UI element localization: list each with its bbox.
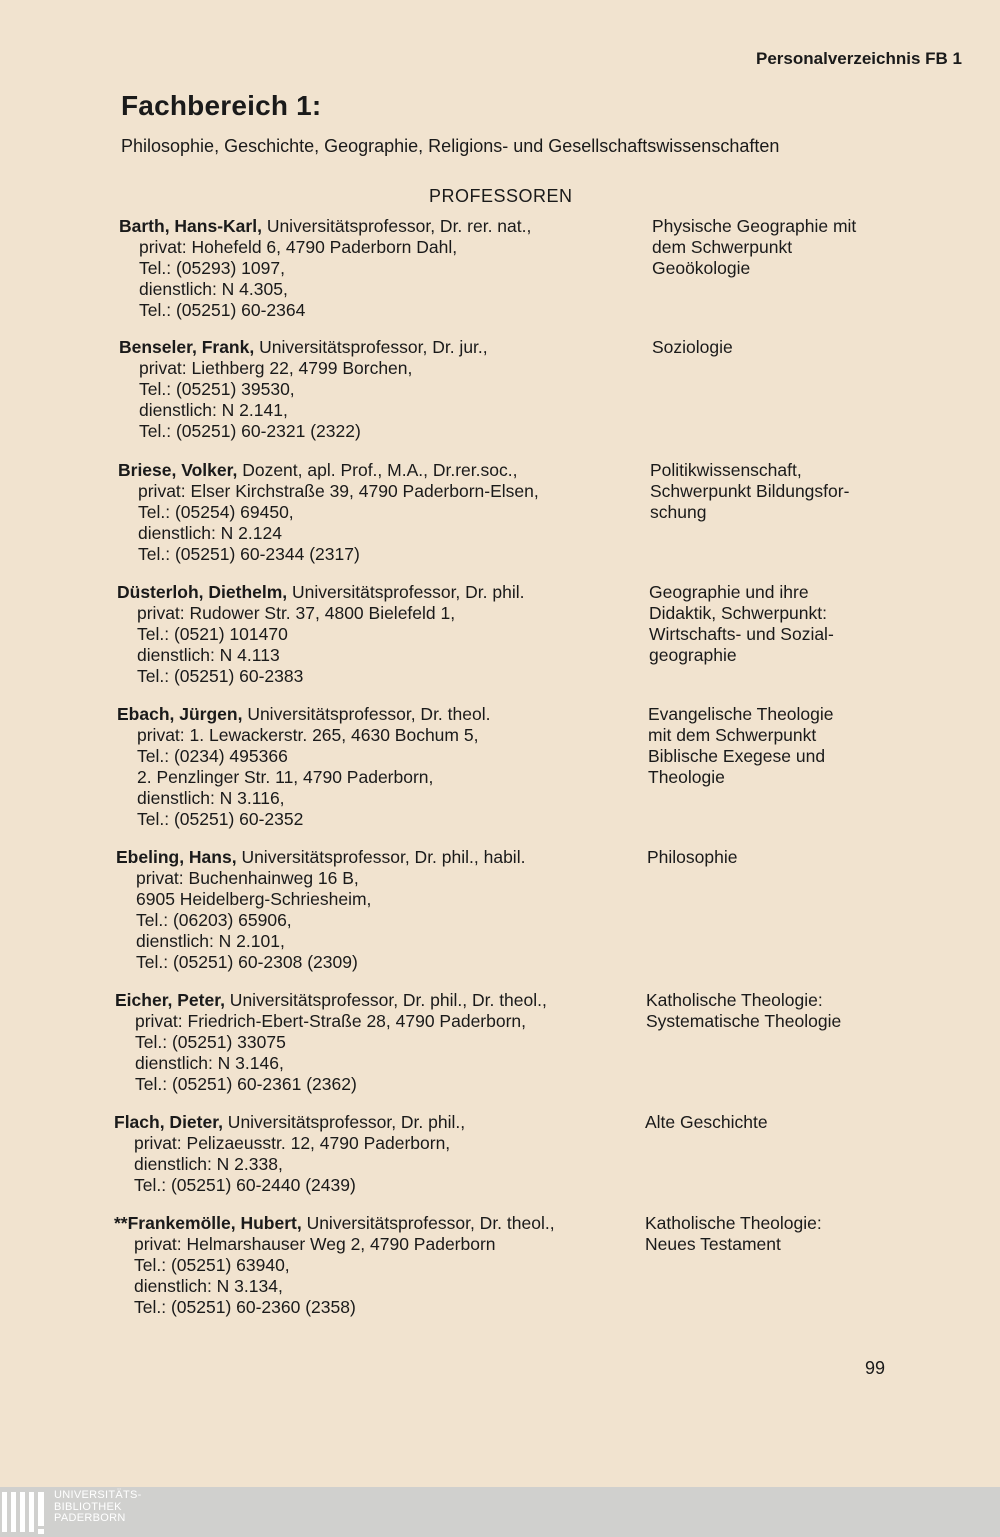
- subject-field-line: Systematische Theologie: [646, 1011, 842, 1031]
- contact-line: privat: Rudower Str. 37, 4800 Bielefeld 1,: [137, 603, 456, 623]
- subject-field-line: Politikwissenschaft,: [650, 460, 802, 480]
- contact-line: Tel.: (05251) 60-2364: [139, 300, 306, 320]
- contact-line: Tel.: (05251) 60-2360 (2358): [134, 1297, 356, 1317]
- person-title: Universitätsprofessor, Dr. phil.: [287, 582, 525, 602]
- person-name: Ebeling, Hans,: [116, 847, 237, 867]
- subject-field: [650, 460, 910, 523]
- page-number: 99: [864, 1358, 885, 1378]
- person-name: Benseler, Frank,: [119, 337, 255, 357]
- subject-field-line: mit dem Schwerpunkt: [648, 725, 817, 745]
- contact-line: Tel.: (05251) 63940,: [134, 1255, 290, 1275]
- contact-line: dienstlich: N 2.101,: [136, 931, 285, 951]
- entry-heading-line: [116, 847, 646, 868]
- contact-line: Tel.: (05251) 60-2352: [137, 809, 304, 829]
- subject-field-line: Soziologie: [652, 337, 733, 357]
- running-head: Personalverzeichnis FB 1: [756, 49, 962, 68]
- subject-field: [648, 704, 908, 788]
- subject-field-line: Philosophie: [647, 847, 738, 867]
- logo-line: UNIVERSITÄTS-: [54, 1489, 142, 1501]
- entry-heading-line: [119, 337, 649, 358]
- contact-line: Tel.: (06203) 65906,: [136, 910, 292, 930]
- contact-line: privat: Elser Kirchstraße 39, 4790 Paderborn-Elsen,: [138, 481, 539, 501]
- subject-field-line: Katholische Theologie:: [645, 1213, 822, 1233]
- person-title: Universitätsprofessor, Dr. rer. nat.,: [261, 216, 532, 236]
- subject-field-line: Geographie und ihre: [649, 582, 809, 602]
- library-footer-bar: [0, 1487, 1000, 1537]
- contact-line: Tel.: (05251) 60-2308 (2309): [136, 952, 358, 972]
- person-name: Ebach, Jürgen,: [117, 704, 243, 724]
- contact-line: Tel.: (0521) 101470: [137, 624, 288, 644]
- entry-contact-block: [118, 460, 648, 565]
- subject-field-line: Didaktik, Schwerpunkt:: [649, 603, 827, 623]
- entry-heading-line: [118, 460, 648, 481]
- contact-line: dienstlich: N 4.113: [137, 645, 280, 665]
- contact-line: Tel.: (05251) 60-2321 (2322): [139, 421, 361, 441]
- subject-field: [646, 990, 906, 1032]
- contact-line: privat: 1. Lewackerstr. 265, 4630 Bochum 5,: [137, 725, 479, 745]
- person-title: Universitätsprofessor, Dr. jur.,: [254, 337, 488, 357]
- contact-line: 6905 Heidelberg-Schriesheim,: [136, 889, 372, 909]
- subject-field-line: Katholische Theologie:: [646, 990, 823, 1010]
- entry-contact-block: [117, 582, 647, 687]
- contact-line: Tel.: (05251) 39530,: [139, 379, 295, 399]
- subject-field-line: schung: [650, 502, 707, 522]
- person-title: Dozent, apl. Prof., M.A., Dr.rer.soc.,: [237, 460, 518, 480]
- contact-line: Tel.: (05251) 33075: [135, 1032, 286, 1052]
- contact-line: privat: Helmarshauser Weg 2, 4790 Paderborn: [134, 1234, 496, 1254]
- person-name: **Frankemölle, Hubert,: [114, 1213, 302, 1233]
- subject-field-line: Geoökologie: [652, 258, 751, 278]
- contact-line: dienstlich: N 3.134,: [134, 1276, 283, 1296]
- contact-line: privat: Hohefeld 6, 4790 Paderborn Dahl,: [139, 237, 458, 257]
- contact-line: Tel.: (05293) 1097,: [139, 258, 285, 278]
- contact-line: privat: Pelizaeusstr. 12, 4790 Paderborn,: [134, 1133, 451, 1153]
- section-heading: PROFESSOREN: [429, 186, 573, 206]
- entry-contact-block: [115, 990, 645, 1095]
- person-name: Eicher, Peter,: [115, 990, 225, 1010]
- contact-line: 2. Penzlinger Str. 11, 4790 Paderborn,: [137, 767, 434, 787]
- entry-heading-line: [114, 1112, 644, 1133]
- subject-field: [645, 1213, 905, 1255]
- contact-line: privat: Liethberg 22, 4799 Borchen,: [139, 358, 413, 378]
- entry-heading-line: [115, 990, 645, 1011]
- subject-field-line: Wirtschafts- und Sozial-: [649, 624, 834, 644]
- subject-field-line: Schwerpunkt Bildungsfor-: [650, 481, 850, 501]
- person-title: Universitätsprofessor, Dr. phil., habil.: [236, 847, 526, 867]
- contact-line: privat: Friedrich-Ebert-Straße 28, 4790 Paderborn,: [135, 1011, 527, 1031]
- contact-line: Tel.: (05251) 60-2361 (2362): [135, 1074, 357, 1094]
- person-title: Universitätsprofessor, Dr. phil., Dr. theol.,: [224, 990, 547, 1010]
- subject-field-line: Theologie: [648, 767, 725, 787]
- subject-field-line: Biblische Exegese und: [648, 746, 826, 766]
- person-name: Düsterloh, Diethelm,: [117, 582, 288, 602]
- entry-contact-block: [114, 1213, 644, 1318]
- subject-field: [652, 216, 912, 279]
- person-title: Universitätsprofessor, Dr. theol.,: [301, 1213, 555, 1233]
- contact-line: Tel.: (0234) 495366: [137, 746, 288, 766]
- contact-line: Tel.: (05251) 60-2383: [137, 666, 304, 686]
- entry-heading-line: [117, 582, 647, 603]
- contact-line: Tel.: (05251) 60-2440 (2439): [134, 1175, 356, 1195]
- library-logo-bars-icon: [2, 1489, 50, 1535]
- contact-line: dienstlich: N 4.305,: [139, 279, 288, 299]
- subject-field-line: Evangelische Theologie: [648, 704, 834, 724]
- logo-line: PADERBORN: [54, 1512, 126, 1524]
- entry-heading-line: [119, 216, 649, 237]
- person-name: Flach, Dieter,: [114, 1112, 223, 1132]
- entry-contact-block: [119, 216, 649, 321]
- entry-heading-line: [117, 704, 647, 725]
- entry-contact-block: [117, 704, 647, 830]
- subject-field-line: Alte Geschichte: [645, 1112, 768, 1132]
- person-name: Barth, Hans-Karl,: [119, 216, 262, 236]
- person-title: Universitätsprofessor, Dr. theol.: [242, 704, 491, 724]
- subject-field-line: dem Schwerpunkt: [652, 237, 793, 257]
- subject-field-line: Neues Testament: [645, 1234, 781, 1254]
- page-subtitle: Philosophie, Geschichte, Geographie, Religions- und Gesellschaftswissenschaften: [121, 136, 780, 156]
- person-name: Briese, Volker,: [118, 460, 238, 480]
- contact-line: Tel.: (05254) 69450,: [138, 502, 294, 522]
- person-title: Universitätsprofessor, Dr. phil.,: [222, 1112, 466, 1132]
- subject-field-line: Physische Geographie mit: [652, 216, 857, 236]
- entry-heading-line: [114, 1213, 644, 1234]
- subject-field: [647, 847, 907, 868]
- contact-line: dienstlich: N 2.124: [138, 523, 282, 543]
- contact-line: dienstlich: N 3.146,: [135, 1053, 284, 1073]
- entry-contact-block: [119, 337, 649, 442]
- contact-line: dienstlich: N 3.116,: [137, 788, 285, 808]
- subject-field: [652, 337, 912, 358]
- logo-line: BIBLIOTHEK: [54, 1500, 122, 1513]
- library-logo-text: [54, 1490, 142, 1525]
- entry-contact-block: [114, 1112, 644, 1196]
- entry-contact-block: [116, 847, 646, 973]
- contact-line: privat: Buchenhainweg 16 B,: [136, 868, 359, 888]
- contact-line: Tel.: (05251) 60-2344 (2317): [138, 544, 360, 564]
- contact-line: dienstlich: N 2.141,: [139, 400, 288, 420]
- contact-line: dienstlich: N 2.338,: [134, 1154, 283, 1174]
- page-title: Fachbereich 1:: [121, 90, 322, 121]
- library-logo: [0, 1489, 200, 1535]
- subject-field: [645, 1112, 905, 1133]
- subject-field: [649, 582, 909, 666]
- subject-field-line: geographie: [649, 645, 737, 665]
